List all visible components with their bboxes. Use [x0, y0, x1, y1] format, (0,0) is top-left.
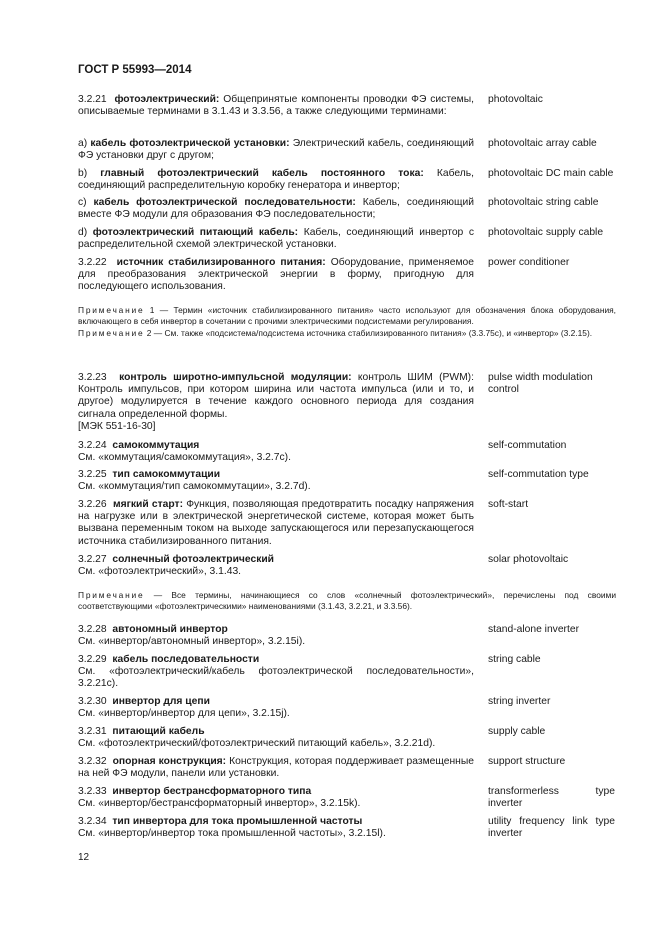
- english-term: utility frequency link type inverter: [488, 816, 615, 840]
- note-1: [78, 305, 616, 328]
- term-definition: См. «инвертор/инвертор для цепи», 3.2.15j).: [78, 708, 290, 720]
- term-title: главный фотоэлектрический кабель постоянного тока:: [100, 168, 424, 179]
- english-term: photovoltaic: [488, 94, 543, 105]
- term-definition: Функция, позволяющая предотвратить посадку напряжения на нагрузке или в электрической энергетической системе, которая может быть вызвана переменным током на выходе запускающегося или перезапускающегося источника стабилизированного питания.: [78, 499, 474, 547]
- term-number: 3.2.28: [78, 624, 107, 635]
- term-definition: См. «инвертор/инвертор тока промышленной частоты», 3.2.15l).: [78, 828, 386, 840]
- term-number: 3.2.22: [78, 257, 107, 268]
- term-number: 3.2.32: [78, 756, 107, 767]
- term-title: опорная конструкция:: [112, 756, 227, 767]
- term-number: 3.2.29: [78, 654, 107, 665]
- term-number: a): [78, 138, 88, 149]
- english-term: support structure: [488, 756, 566, 767]
- page-number: 12: [78, 852, 90, 863]
- term-definition: См. «инвертор/автономный инвертор», 3.2.15i).: [78, 636, 306, 648]
- english-term: power conditioner: [488, 257, 570, 268]
- note-label: Примечание: [78, 590, 145, 600]
- term-definition: Кабель, соединяющий инвертор с распределительной схемой электрической установки.: [78, 227, 475, 251]
- english-term: photovoltaic string cable: [488, 197, 599, 208]
- term-number: 3.2.24: [78, 440, 107, 451]
- term-title: кабель фотоэлектрической последовательности:: [93, 197, 356, 208]
- term-reference: [МЭК 551-16-30]: [78, 420, 156, 432]
- term-definition: См. «фотоэлектрический», 3.1.43.: [78, 566, 242, 578]
- term-title: самокоммутация: [112, 440, 200, 451]
- term-definition: Электрический кабель, соединяющий ФЭ установки друг с другом;: [78, 138, 474, 162]
- standard-header: ГОСТ Р 55993—2014: [78, 64, 192, 76]
- term-number: 3.2.25: [78, 469, 107, 480]
- english-term: self-commutation type: [488, 469, 589, 480]
- term-definition: Общепринятые компоненты проводки ФЭ системы, описываемые терминами в 3.1.43 и 3.3.56, а также следующими терминами:: [78, 94, 474, 118]
- term-number: b): [78, 168, 88, 179]
- term-number: 3.2.31: [78, 726, 107, 737]
- definition: [78, 726, 474, 750]
- term-definition: См. «инвертор/бестрансформаторный инвертор», 3.2.15k).: [78, 798, 361, 810]
- english-term: self-commutation: [488, 440, 567, 451]
- english-term: soft-start: [488, 499, 529, 510]
- definition: [78, 786, 474, 810]
- note-label: Примечание: [78, 305, 145, 315]
- term-definition: контроль ШИМ (PWM): Контроль импульсов, при котором ширина или частота импульса (или и то, и другое) модулируется в течение каждого основного периода для создания сигнала определенной формы.: [78, 372, 474, 420]
- term-title: контроль широтно-импульсной модуляции:: [119, 372, 352, 383]
- note-text: 2 — См. также «подсистема/подсистема источника стабилизированного питания» (3.3.75с), и «инвертор» (3.2.15).: [144, 327, 593, 338]
- term-number: 3.2.34: [78, 816, 107, 827]
- english-term: stand-alone inverter: [488, 624, 580, 635]
- term-definition: См. «коммутация/самокоммутация», 3.2.7с).: [78, 452, 291, 464]
- term-definition: См. «фотоэлектрический/кабель фотоэлектрической последовательности», 3.2.21с).: [78, 666, 474, 690]
- term-number: 3.2.21: [78, 94, 107, 105]
- definition: [78, 257, 474, 294]
- term-definition: Кабель, соединяющий вместе ФЭ модули для образования ФЭ последовательности;: [78, 197, 474, 221]
- definition: [78, 816, 474, 840]
- note-text: — Все термины, начинающиеся со слов «солнечный фотоэлектрический», перечислены под своими соответствующими «фотоэлектрическими» наименованиями (3.1.43, 3.2.21, и 3.3.56).: [78, 590, 616, 612]
- term-definition: См. «фотоэлектрический/фотоэлектрический питающий кабель», 3.2.21d).: [78, 738, 436, 750]
- note-label: Примечание: [78, 327, 145, 338]
- english-term: pulse width modulation control: [488, 372, 593, 396]
- english-term: photovoltaic array cable: [488, 138, 597, 149]
- term-title: солнечный фотоэлектрический: [112, 554, 275, 565]
- term-definition: Оборудование, применяемое для преобразования электрической энергии в форму, пригодную для последующего использования.: [78, 257, 474, 293]
- term-title: кабель фотоэлектрической установки:: [90, 138, 290, 149]
- term-number: d): [78, 227, 88, 238]
- term-title: питающий кабель: [112, 726, 205, 737]
- definition: [78, 469, 474, 493]
- note-solar: [78, 590, 616, 613]
- term-title: автономный инвертор: [112, 624, 228, 635]
- english-term: photovoltaic DC main cable: [488, 168, 614, 179]
- definition: [78, 94, 474, 118]
- term-title: фотоэлектрический питающий кабель:: [92, 227, 299, 238]
- term-title: тип инвертора для тока промышленной частоты: [112, 816, 363, 827]
- term-number: 3.2.30: [78, 696, 107, 707]
- term-title: инвертор бестрансформаторного типа: [112, 786, 312, 797]
- term-number: 3.2.23: [78, 372, 107, 383]
- definition: [78, 168, 474, 192]
- definition: [78, 372, 474, 433]
- definition: [78, 654, 474, 691]
- definition: [78, 624, 474, 648]
- definition: [78, 696, 474, 720]
- term-title: кабель последовательности: [112, 654, 260, 665]
- definition: [78, 440, 474, 464]
- term-title: источник стабилизированного питания:: [116, 257, 326, 268]
- definition: [78, 756, 474, 780]
- english-term: solar photovoltaic: [488, 554, 569, 565]
- definition: [78, 499, 474, 548]
- term-title: инвертор для цепи: [112, 696, 210, 707]
- note-3: [78, 590, 616, 613]
- term-title: мягкий старт:: [112, 499, 184, 510]
- term-title: тип самокоммутации: [112, 469, 221, 480]
- term-number: 3.2.33: [78, 786, 107, 797]
- term-title: фотоэлектрический:: [114, 94, 220, 105]
- term-definition: Кабель, соединяющий распределительную коробку генератора и инвертор;: [78, 168, 474, 192]
- note-text: 1 — Термин «источник стабилизированного питания» часто используют для обозначения блока оборудования, включающего в себя инвертор в сочетании с прочими электрическими подсистемами регулирования.: [78, 305, 616, 327]
- definition: [78, 554, 474, 578]
- term-definition: См. «коммутация/тип самокоммутации», 3.2.7d).: [78, 481, 311, 493]
- notes-3-2-22: [78, 305, 616, 339]
- term-number: c): [78, 197, 87, 208]
- definition: [78, 227, 474, 251]
- note-2: [78, 328, 616, 339]
- english-term: supply cable: [488, 726, 546, 737]
- english-term: photovoltaic supply cable: [488, 227, 604, 238]
- term-number: 3.2.27: [78, 554, 107, 565]
- english-term: string inverter: [488, 696, 551, 707]
- definition: [78, 197, 474, 221]
- definition: [78, 138, 474, 162]
- english-term: transformerless type inverter: [488, 786, 615, 810]
- term-number: 3.2.26: [78, 499, 107, 510]
- term-definition: Конструкция, которая поддерживает размещенные на ней ФЭ модули, панели или установки.: [78, 756, 474, 780]
- english-term: string cable: [488, 654, 541, 665]
